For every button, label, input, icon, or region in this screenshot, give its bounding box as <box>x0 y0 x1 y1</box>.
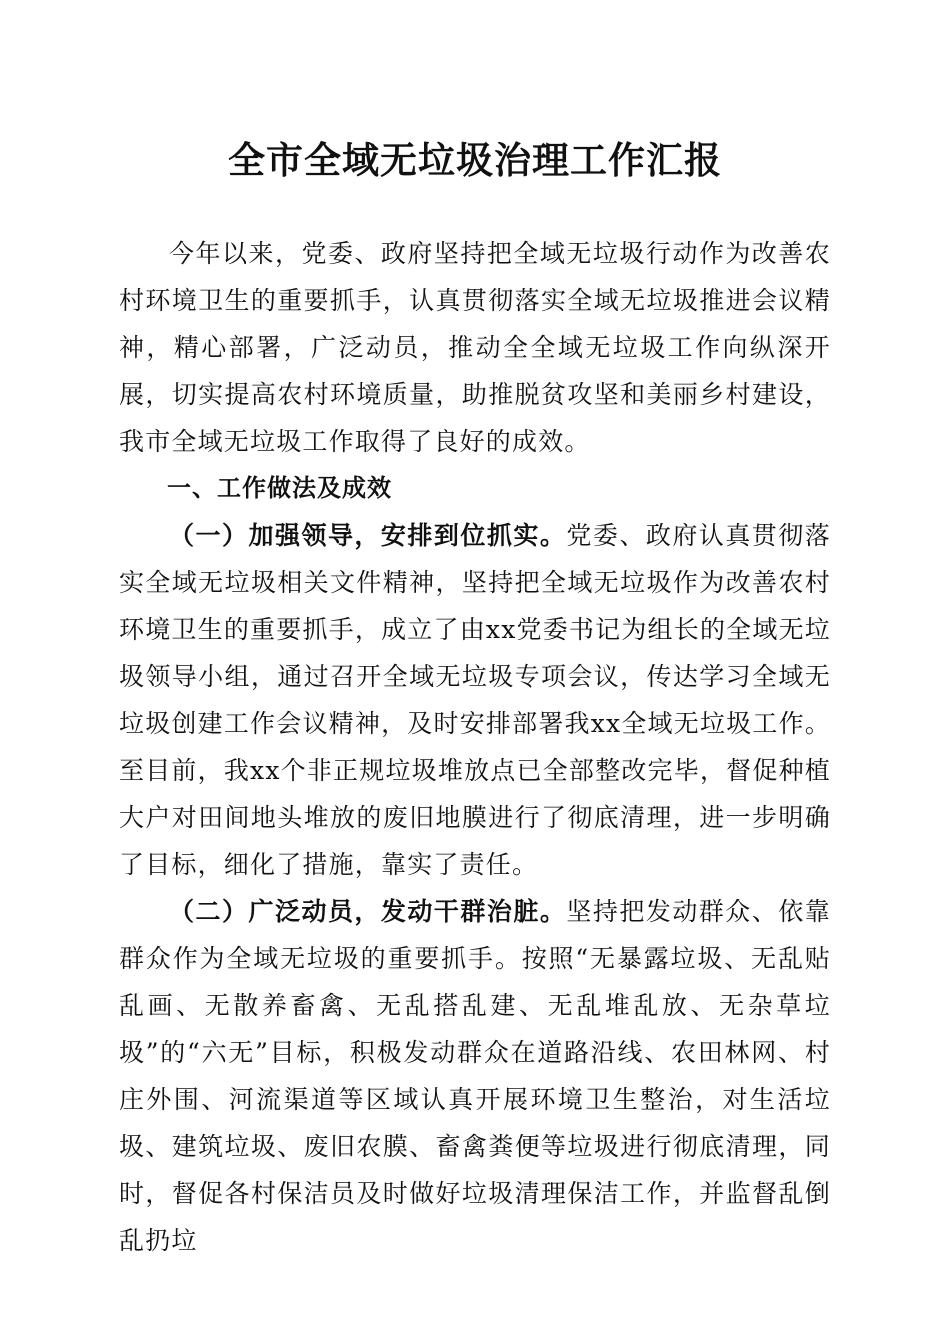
section-item-text: 坚持把发动群众、依靠群众作为全域无垃圾的重要抓手。按照“无暴露垃圾、无乱贴乱画、无散养畜禽、无乱搭乱建、无乱堆乱放、无杂草垃圾”的“六无”目标，积极发动群众在道路沿线、农田林网、村庄外围、河流渠道等区域认真开展环境卫生整治，对生活垃圾、建筑垃圾、废旧农膜、畜禽粪便等垃圾进行彻底清理，同时，督促各村保洁员及时做好垃圾清理保洁工作，并监督乱倒乱扔垃 <box>119 897 831 1255</box>
section-item-paragraph <box>119 888 831 1264</box>
section-item-lead: （二）广泛动员，发动干群治脏。 <box>169 897 567 926</box>
section-heading: 一、工作做法及成效 <box>167 474 392 502</box>
document-title: 全市全域无垃圾治理工作汇报 <box>228 138 722 182</box>
section-item-lead: （一）加强领导，安排到位抓实。 <box>169 521 567 550</box>
document-body <box>119 230 831 1264</box>
intro-paragraph: 今年以来，党委、政府坚持把全域无垃圾行动作为改善农村环境卫生的重要抓手，认真贯彻落实全域无垃圾推进会议精神，精心部署，广泛动员，推动全全域无垃圾工作向纵深开展，切实提高农村环境质量，助推脱贫攻坚和美丽乡村建设，我市全域无垃圾工作取得了良好的成效。 <box>119 239 831 456</box>
section-item-text: 党委、政府认真贯彻落实全域无垃圾相关文件精神，坚持把全域无垃圾作为改善农村环境卫生的重要抓手，成立了由xx党委书记为组长的全域无垃圾领导小组，通过召开全域无垃圾专项会议，传达学习全域无垃圾创建工作会议精神，及时安排部署我xx全域无垃圾工作。至目前，我xx个非正规垃圾堆放点已全部整改完毕，督促种植大户对田间地头堆放的废旧地膜进行了彻底清理，进一步明确了目标，细化了措施，靠实了责任。 <box>119 521 831 879</box>
section-item-paragraph <box>119 512 831 888</box>
